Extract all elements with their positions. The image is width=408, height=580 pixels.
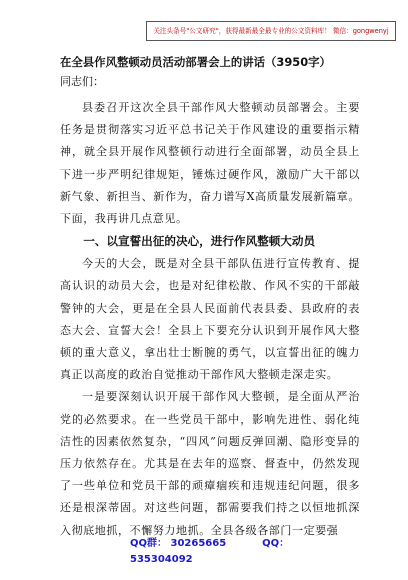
section-heading-1: 一、以宣誓出征的决心，进行作风整顿大动员 — [83, 234, 316, 249]
document-body — [60, 52, 360, 542]
header-banner: 关注头条号"公文研究"，获得最新最全最专业的公文资料库！ 微信：gongwenyj — [146, 21, 396, 41]
paragraph-3: 一是要深刻认识开展干部作风大整顿，是全面从严治党的必然要求。在一些党员干部中，影响先进性、弱化纯洁性的因素依然复杂，“四风”问题反弹回潮、隐形变异的压力依然存在。尤其是在去年的巡察、督查中，仍然发现了一些单位和党员干部的顽瘴痼疾和违规违纪问题，很多还是根深蒂固。对这些问题，都需要我们持之以恒地抓深入彻底地抓，不懈努力地抓。全县各级各部门一定要强 — [60, 390, 360, 537]
qq-group: QQ群： 30265665 — [130, 538, 227, 549]
greeting: 同志们： — [60, 75, 104, 88]
footer-contacts — [130, 536, 330, 565]
document-title: 在全县作风整顿动员活动部署会上的讲话（3950字） — [60, 55, 331, 69]
qq-number: QQ：535304092 — [130, 538, 290, 565]
paragraph-intro: 县委召开这次全县干部作风大整顿动员部署会。主要任务是贯彻落实习近平总书记关于作风建设的重要指示精神，就全县开展作风整顿行动进行全面部署，动员全县上下进一步严明纪律规矩，锤炼过硬作风，激励广大干部以新气象、新担当、新作为，奋力谱写X高质量发展新篇章。下面，我再讲几点意见。 — [60, 101, 360, 226]
paragraph-2: 今天的大会，既是对全县干部队伍进行宣传教育、提高认识的动员大会，也是对纪律松散、作风不实的干部敲警钟的大会，更是在全县人民面前代表县委、县政府的表态大会、宣誓大会！全县上下要充分认识到开展作风大整顿的重大意义，拿出壮士断腕的勇气，以宣誓出征的魄力真正以高度的政治自觉推动干部作风大整顿走深走实。 — [60, 257, 360, 382]
